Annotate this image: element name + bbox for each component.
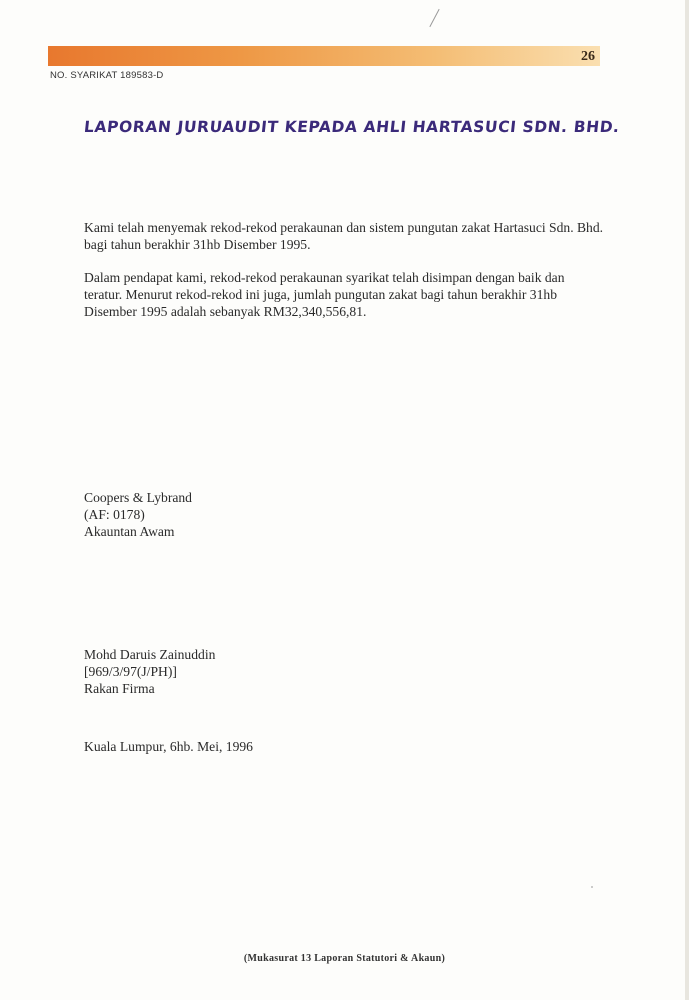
page-number: 26 <box>581 49 595 64</box>
paragraph-review-scope: Kami telah menyemak rekod-rekod perakaunan dan sistem pungutan zakat Hartasuci Sdn. Bhd. bagi tahun berakhir 31hb Disember 1995. <box>84 220 604 252</box>
paragraph-opinion: Dalam pendapat kami, rekod-rekod perakaunan syarikat telah disimpan dengan baik dan teratur. Menurut rekod-rekod ini juga, jumlah pungutan zakat bagi tahun berakhir 31hb Disember 1995 adalah sebanyak RM32,340,556,81. <box>84 270 565 319</box>
pen-mark <box>429 9 439 27</box>
report-title: LAPORAN JURUAUDIT KEPADA AHLI HARTASUCI SDN. BHD. <box>83 118 621 136</box>
firm-signature-block <box>84 489 192 540</box>
page-edge <box>685 0 689 1000</box>
company-registration-number: NO. SYARIKAT 189583-D <box>50 70 164 81</box>
firm-name: Coopers & Lybrand <box>84 490 192 505</box>
firm-designation: Akauntan Awam <box>84 524 175 539</box>
scan-speck <box>591 886 593 888</box>
partner-name: Mohd Daruis Zainuddin <box>84 647 216 662</box>
partner-signature-block <box>84 646 215 697</box>
firm-code: (AF: 0178) <box>84 507 145 522</box>
header-band <box>48 46 600 66</box>
partner-reference: [969/3/97(J/PH)] <box>84 664 177 679</box>
partner-role: Rakan Firma <box>84 681 155 696</box>
footer-note: (Mukasurat 13 Laporan Statutori & Akaun) <box>243 953 446 964</box>
place-and-date: Kuala Lumpur, 6hb. Mei, 1996 <box>84 739 253 754</box>
